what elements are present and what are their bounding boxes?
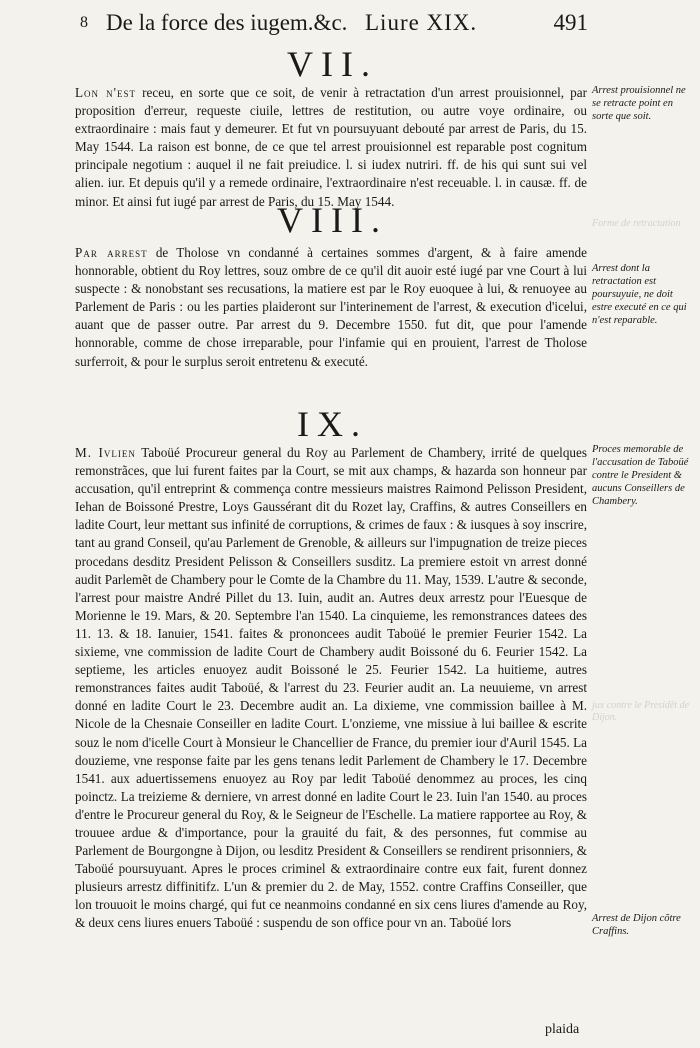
page-number: 491 xyxy=(553,10,588,35)
signature-mark: 8 xyxy=(80,14,88,31)
catchword: plaida xyxy=(545,1022,580,1037)
bleed-through-text-2: jux contre le Presidẽt de Dijon. xyxy=(592,700,690,723)
section-heading-ix: IX. xyxy=(297,404,368,444)
margin-note-ix-arrest: Arrest de Dijon cõtre Craffins. xyxy=(592,913,681,937)
section-heading-viii: VIII. xyxy=(277,200,388,240)
header-title: De la force des iugem.&c. xyxy=(106,10,348,35)
paragraph-vii xyxy=(75,84,588,209)
paragraph-body: receu, en sorte que ce soit, de venir à retractation d'un arrest prouisionnel, par proposition d'erreur, requeste ciuile, lettres de restitution, ou autre voye ordinaire, ou extraordinaire : mais faut y demeurer. Et fut vn poursuyuant debouté par arrest de Paris, du 15. May 1544. La raison est bonne, de ce que tel arrest prouisionnel est reparable post cognitum principale negotium : auquel il ne fait preiudice. l. si iudex nutriri. ff. de his qui sunt sui vel alien. iur. Et depuis qu'il y a remede ordinaire, l'extraordinaire n'est receuable. l. in causæ. ff. de minor. Et ainsi fut iugé par arrest de Paris, du 15. May 1544. xyxy=(75,85,588,209)
paragraph-lead: M. Ivlien xyxy=(75,445,136,460)
section-heading-vii: VII. xyxy=(287,44,378,84)
paragraph-ix xyxy=(75,444,587,1019)
paragraph-body: de Tholose vn condanné à certaines sommes d'argent, & à faire amende honnorable, obtient du Roy lettres, souz ombre de ce qu'il dit auoir esté iugé par vne Court à lui suspecte : & nonobstant ses recusations, la matiere est par le Roy euoquee à lui, & renuoyee au Parlement de Paris : ou les parties plaideront sur l'interinement de l'arrest, & execution d'icelui, auant que de passer outre. Par arrest du 9. Decembre 1550. fut dit, que pour l'amende honnorable, comme de chose irreparable, pour l'infamie qui en prouient, l'arrest de Tholose surferroit, & pour le surplus seroit entretenu & executé. xyxy=(75,245,587,369)
paragraph-lead: Par arrest xyxy=(75,245,148,260)
margin-note-vii: Arrest prouisionnel ne se retracte point en sorte que soit. xyxy=(592,85,686,122)
paragraph-body: Taboüé Procureur general du Roy au Parlement de Chambery, irrité de quelques remonstrãces, que lui furent faites par la Court, se mit aux champs, & hazarda son honneur par accusation, qu'il entreprint & commença contre messieurs maistres Raimond Pelisson President, Iehan de Boissoné Prestre, Loys Gaussérant dit du Rozet lay, Craffins, & autres Conseillers en ladite Court, leur mettant sus infinité de corruptions, & crimes de faux : & iusques à soy inscrire, tant au grand Conseil, qu'au Parlement de Grenoble, & ailleurs sur l'impugnation de treize pieces procedans desditz President Pelisson & Conseillers susditz. La premiere estoit vn arrest donné audit Parlemẽt de Chambery pour le Comte de la Chambre du 11. May, 1539. L'autre & seconde, l'arrest pour maistre André Pillet du 13. Iuin, audit an. Autres deux arrestz pour l'Euesque de Morienne le 19. Mars, & 20. Septembre l'an 1540. La cinquieme, les remonstrances datees des 11. 13. & 18. Ianuier, 1541. faites & prononcees audit Taboüé le premier Feurier 1542. La sixieme, vne commission de ladite Court de Chambery audit Boissoné du 6. Feurier 1542. La septieme, les articles enuoyez audit Boissoné le 25. Feurier 1542. La huitieme, autres remonstrances faites audit Taboüé, & l'arrest du 23. Feurier audit an. La neuuieme, vn arrest donné en ladite Court le 23. Decembre audit an. La dixieme, vne commission baillee à M. Nicole de la Chesnaie Conseiller en ladite Court. L'onzieme, vne missiue à lui baillee & escrite souz le nom d'icelle Court à Monsieur le Chancellier de France, du premier iour d'Auril 1545. La douzieme, vne response faite par les gens tenans ledit Parlement de Chambery le 17. Decembre 1541. aux aduertissemens enuoyez au Roy par ledit Taboüé denommez au proces, les cinq poinctz. La treizieme & derniere, vn arrest donné en ladite Court le 23. Iuin l'an 1540. au proces d'entre le Procureur general du Roy, & le Seigneur de l'Eschelle. La matiere rapportee au Roy, & trouuee ardue & d'importance, pour la grauité du fait, & des personnes, fut commise au Parlement de Bourgongne à Dijon, ou lesditz President & Conseillers se rendirent prisonniers, & Taboüé poursuyuant. Apres le proces criminel & extraordinaire contre eux fait, furent donnez plusieurs arrestz diffinitifz. L'un & premier du 2. de May, 1552. contre Craffins Conseiller, que lon trouuoit le moins chargé, qui fut ce neanmoins condanné en six cens liures d'amende au Roy, & deux cens liures enuers Taboüé : suspendu de son office pour vn an. Taboüé lors xyxy=(75,445,588,931)
bleed-through-text-1: Forme de retractation xyxy=(592,218,681,229)
paragraph-lead: Lon n'est xyxy=(75,85,137,100)
margin-note-viii: Arrest dont la retractation est poursuyuie, ne doit estre executé en ce qui n'est reparable. xyxy=(592,263,687,326)
paragraph-viii xyxy=(75,244,587,394)
running-header xyxy=(80,6,588,40)
margin-note-ix: Proces memorable de l'accusation de Taboüé contre le President & aucuns Conseillers de Chambery. xyxy=(592,444,689,507)
book-number: Liure XIX. xyxy=(365,10,478,35)
